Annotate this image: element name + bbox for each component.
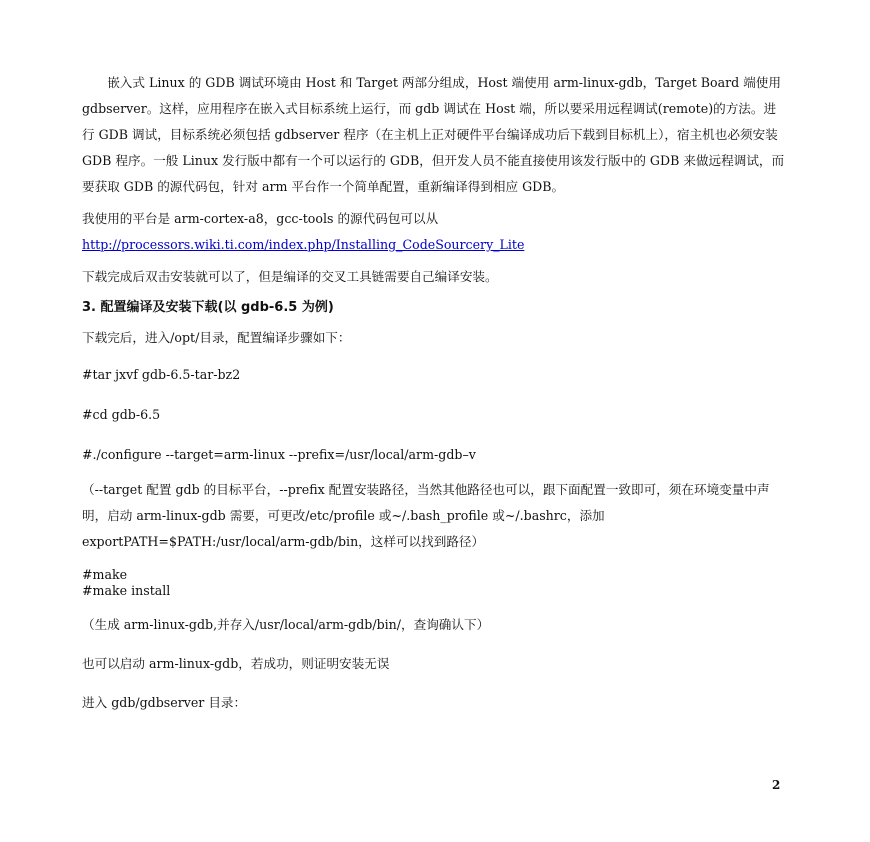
platform-paragraph: 我使用的平台是 arm-cortex-a8，gcc-tools 的源代码包可以从	[82, 211, 439, 226]
cd-command: #cd gdb-6.5	[82, 407, 161, 422]
download-link[interactable]	[82, 232, 788, 258]
section-heading: 3. 配置编译及安装下载(以 gdb-6.5 为例)	[82, 300, 334, 315]
start-gdb-paragraph: 也可以启动 arm-linux-gdb，若成功，则证明安装无误	[82, 656, 390, 671]
page-number: 2	[772, 778, 781, 792]
make-install-command: #make install	[82, 583, 171, 598]
config-steps-paragraph: 下载完后，进入/opt/目录，配置编译步骤如下：	[82, 330, 351, 345]
codesourcery-link[interactable]: http://processors.wiki.ti.com/index.php/Installing_CodeSourcery_Lite	[82, 237, 525, 252]
page-content	[82, 70, 788, 716]
generated-note-paragraph: （生成 arm-linux-gdb,并存入/usr/local/arm-gdb/bin/，查询确认下）	[82, 617, 490, 632]
tar-command: #tar jxvf gdb-6.5-tar-bz2	[82, 367, 241, 382]
enter-gdbserver-paragraph: 进入 gdb/gdbserver 目录：	[82, 695, 247, 710]
download-paragraph: 下载完成后双击安装就可以了，但是编译的交叉工具链需要自己编译安装。	[82, 269, 498, 284]
intro-paragraph: 嵌入式 Linux 的 GDB 调试环境由 Host 和 Target 两部分组成，Host 端使用 arm-linux-gdb，Target Board 端使用 gdbserver。这样，应用程序在嵌入式目标系统上运行，而 gdb 调试在 Host 端，所以要采用远程调试(remote)的方法。进行 GDB 调试，目标系统必须包括 gdbserver 程序（在主机上正对硬件平台编译成功后下载到目标机上），宿主机也必须安装 GDB 程序。一般 Linux 发行版中都有一个可以运行的 GDB，但开发人员不能直接使用该发行版中的 GDB 来做远程调试，而要获取 GDB 的源代码包，针对 arm 平台作一个简单配置，重新编译得到相应 GDB。	[82, 75, 785, 194]
configure-command: #./configure --target=arm-linux --prefix=/usr/local/arm-gdb–v	[82, 447, 476, 462]
configure-note-paragraph: （--target 配置 gdb 的目标平台，--prefix 配置安装路径，当然其他路径也可以，跟下面配置一致即可，须在环境变量中声明，启动 arm-linux-gdb 需要，可更改/etc/profile 或~/.bash_profile 或~/.bashrc，添加 exportPATH=$PATH:/usr/local/arm-gdb/bin，这样可以找到路径）	[82, 482, 770, 549]
make-command: #make	[82, 567, 128, 582]
